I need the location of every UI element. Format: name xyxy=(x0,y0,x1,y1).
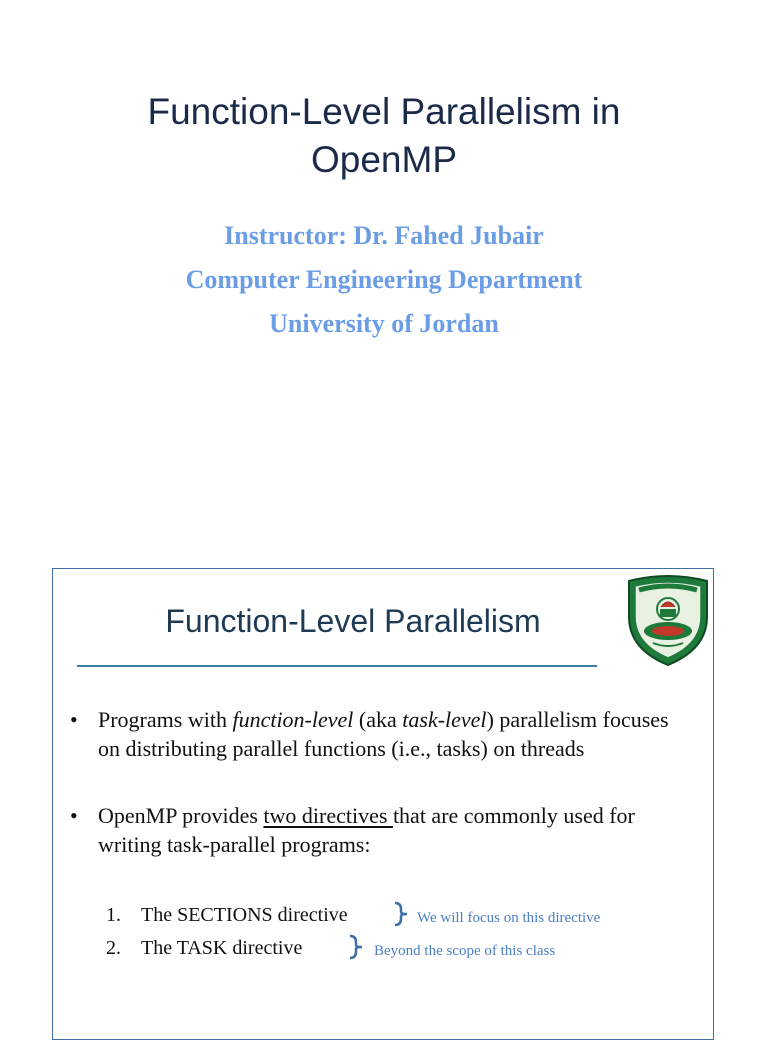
instructor-text: Instructor: Dr. Fahed Jubair xyxy=(224,221,544,250)
main-title-line1: Function-Level Parallelism in xyxy=(147,91,621,132)
right-brace-icon xyxy=(346,933,370,961)
main-title xyxy=(0,88,768,184)
bullet1-emphasis-function-level: function-level xyxy=(232,707,354,732)
university-text: University of Jordan xyxy=(269,309,499,338)
bullet2-text-b: that are commonly used for writing task-parallel programs: xyxy=(98,803,635,857)
directive-list xyxy=(53,900,713,966)
directive-text: The TASK directive xyxy=(141,937,303,959)
directive-text: The SECTIONS directive xyxy=(141,904,348,926)
slide-function-level-parallelism xyxy=(52,568,714,1040)
directive-item-sections xyxy=(53,901,713,933)
right-brace-icon xyxy=(391,900,415,928)
directive-item-task xyxy=(53,934,713,966)
bullet2-underlined: two directives xyxy=(263,803,393,828)
bullet-openmp-directives xyxy=(53,801,693,859)
bullet2-text-a: OpenMP provides xyxy=(98,803,264,828)
bullet1-text-a: Programs with xyxy=(98,707,233,732)
directive-number: 1. xyxy=(106,904,121,926)
slide-title: Function-Level Parallelism xyxy=(165,603,541,639)
bullet-list xyxy=(53,705,693,859)
directive-note: Beyond the scope of this class xyxy=(374,943,556,959)
title-divider xyxy=(77,665,597,667)
university-emblem-icon xyxy=(623,573,713,667)
directive-number: 2. xyxy=(106,937,121,959)
department-text: Computer Engineering Department xyxy=(185,265,583,294)
bullet-function-level xyxy=(53,705,693,763)
bullet1-text-b: (aka xyxy=(353,707,403,732)
bullet1-emphasis-task-level: task-level xyxy=(402,707,487,732)
bullet1-text-c: ) parallelism focuses on distributing parallel functions (i.e., tasks) on threads xyxy=(98,707,669,761)
directive-note: We will focus on this directive xyxy=(417,910,601,926)
main-title-line2: OpenMP xyxy=(310,139,457,180)
